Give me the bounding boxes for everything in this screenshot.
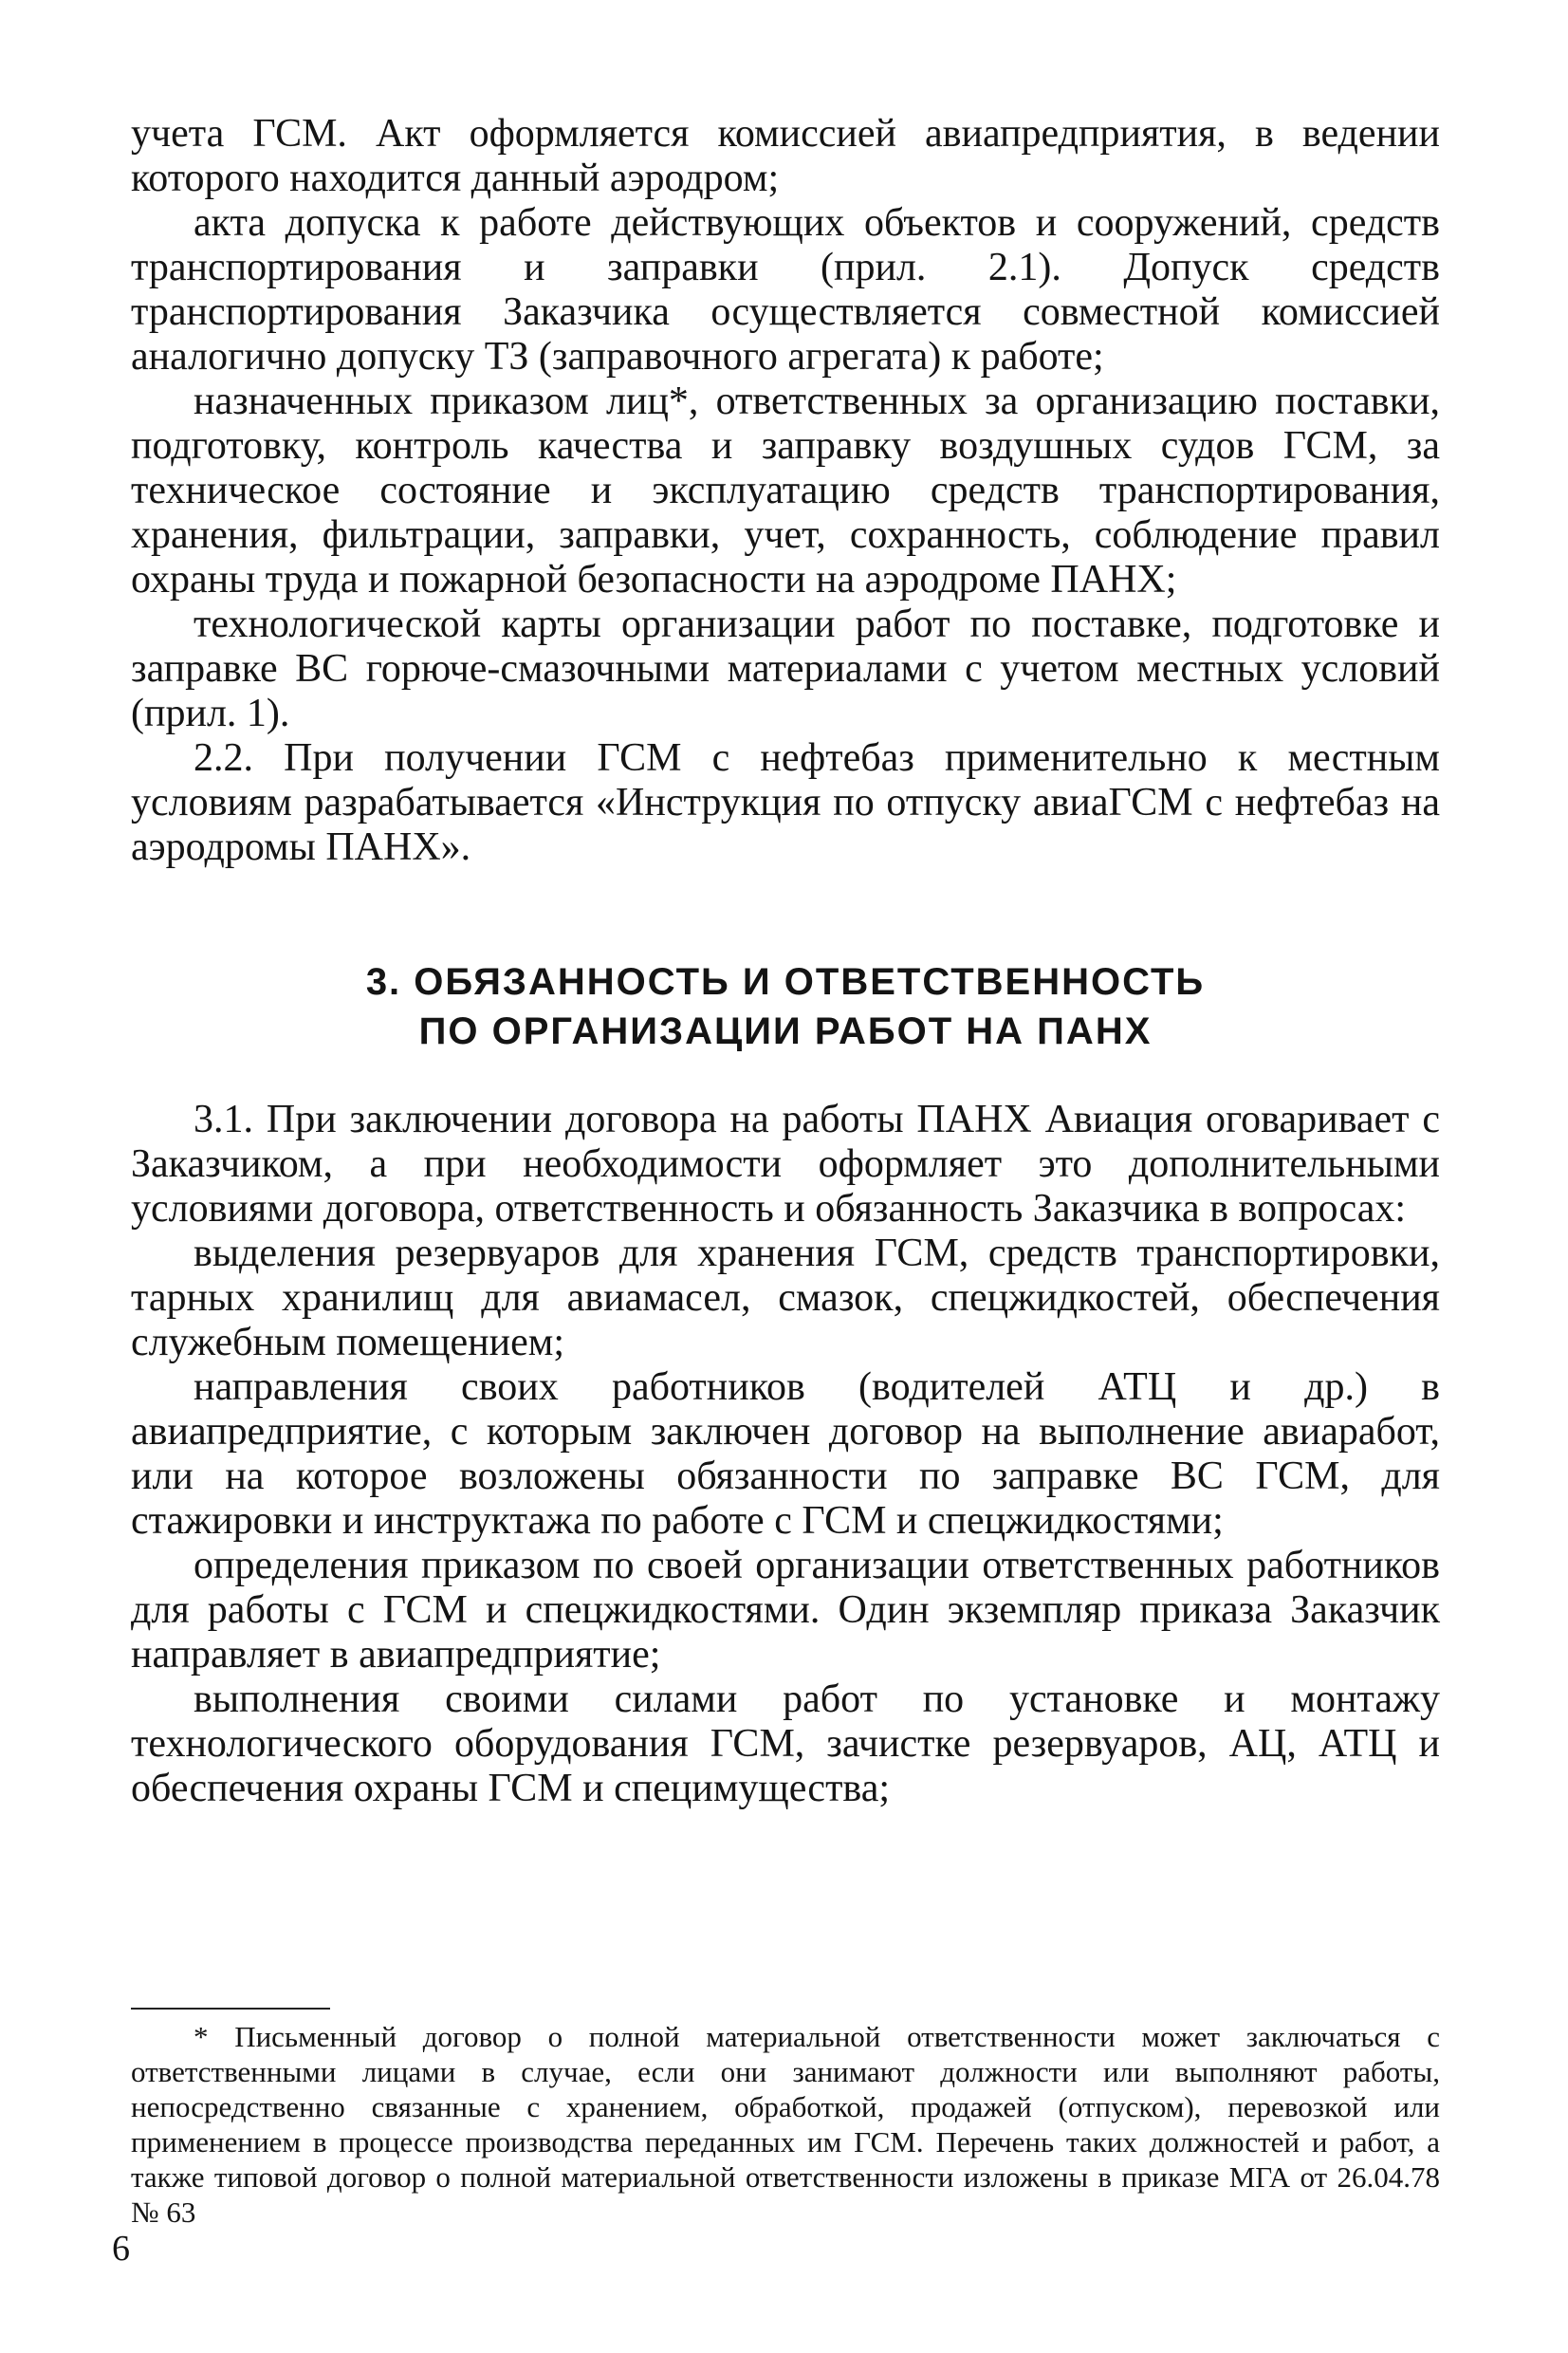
page-number: 6 [112, 2229, 130, 2269]
paragraph-continuation: учета ГСМ. Акт оформляется комиссией авиапредприятия, в ведении которого находится данный аэродром; [131, 112, 1440, 200]
paragraph-3-1: 3.1. При заключении договора на работы ПАНХ Авиация оговаривает с Заказчиком, а при необходимости оформляет это дополнительными условиями договора, ответственность и обязанность Заказчика в вопросах: [131, 1098, 1440, 1231]
page-body [131, 112, 1440, 1811]
footnote: * Письменный договор о полной материальной ответственности может заключаться с ответственными лицами в случае, если они занимают должности или выполняют работы, непосредственно связанные с хранением, обработкой, продажей (отпуском), перевозкой или применением в процессе производства переданных им ГСМ. Перечень таких должностей и работ, а также типовой договор о полной материальной ответственности изложены в приказе МГА от 26.04.78 № 63 [131, 2020, 1440, 2229]
section-heading-line-1: 3. ОБЯЗАННОСТЬ И ОТВЕТСТВЕННОСТЬ [365, 961, 1206, 1003]
paragraph-acceptance-act: акта допуска к работе действующих объектов и сооружений, средств транспортирования и заправки (прил. 2.1). Допуск средств транспортирования Заказчика осуществляется совместной комиссией аналогично допуску ТЗ (заправочного агрегата) к работе; [131, 201, 1440, 379]
paragraph-appointed-persons: назначенных приказом лиц*, ответственных за организацию поставки, подготовку, контроль качества и заправку воздушных судов ГСМ, за техническое состояние и эксплуатацию средств транспортирования, хранения, фильтрации, заправки, учет, сохранность, соблюдение правил охраны труда и пожарной безопасности на аэродроме ПАНХ; [131, 380, 1440, 602]
section-heading-line-2: ПО ОРГАНИЗАЦИИ РАБОТ НА ПАНХ [418, 1010, 1153, 1052]
paragraph-responsible-order: определения приказом по своей организации ответственных работников для работы с ГСМ и спецжидкостями. Один экземпляр приказа Заказчик направляет в авиапредприятие; [131, 1544, 1440, 1677]
paragraph-workers: направления своих работников (водителей АТЦ и др.) в авиапредприятие, с которым заключен договор на выполнение авиаработ, или на которое возложены обязанности по заправке ВС ГСМ, для стажировки и инструктажа по работе с ГСМ и спецжидкостями; [131, 1365, 1440, 1543]
spacer [131, 870, 1440, 957]
section-heading [131, 957, 1440, 1056]
paragraph-reservoirs: выделения резервуаров для хранения ГСМ, средств транспортировки, тарных хранилищ для авиамасел, смазок, спецжидкостей, обеспечения служебным помещением; [131, 1232, 1440, 1364]
spacer [131, 1056, 1440, 1098]
paragraph-2-2: 2.2. При получении ГСМ с нефтебаз применительно к местным условиям разрабатывается «Инструкция по отпуску авиаГСМ с нефтебаз на аэродромы ПАНХ». [131, 736, 1440, 869]
paragraph-installation-works: выполнения своими силами работ по установке и монтажу технологического оборудования ГСМ, зачистке резервуаров, АЦ, АТЦ и обеспечения охраны ГСМ и специмущества; [131, 1677, 1440, 1810]
footnote-divider [131, 2008, 330, 2010]
paragraph-technological-map: технологической карты организации работ по поставке, подготовке и заправке ВС горюче-смазочными материалами с учетом местных условий (прил. 1). [131, 602, 1440, 735]
